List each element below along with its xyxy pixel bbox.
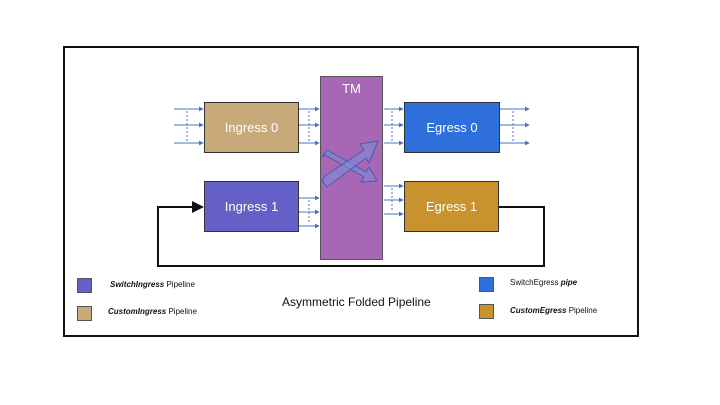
legend-switch-ingress-swatch: [77, 278, 92, 293]
egress0-output-arrows: [500, 109, 529, 143]
ingress0-to-tm-arrows: [299, 109, 319, 143]
legend-custom-ingress-swatch: [77, 306, 92, 321]
legend-switch-egress-swatch: [479, 277, 494, 292]
diagram-caption: Asymmetric Folded Pipeline: [282, 295, 431, 309]
legend-switch-egress-name: pipe: [560, 278, 578, 287]
legend-custom-ingress-text: [108, 307, 197, 316]
egress-1-label: Egress 1: [425, 199, 478, 214]
egress-0-label: Egress 0: [426, 120, 478, 135]
ingress-1-block: [204, 181, 299, 232]
legend-switch-ingress-text: [110, 280, 195, 289]
egress-0-block: [404, 102, 500, 153]
legend-custom-egress-text: [510, 306, 597, 315]
ingress-1-label: Ingress 1: [224, 199, 279, 214]
tm-to-egress1-arrows: [384, 186, 403, 214]
legend-custom-egress-name: CustomEgress: [510, 306, 567, 315]
ingress1-to-tm-arrows: [299, 198, 319, 226]
legend-custom-ingress-suffix: Pipeline: [166, 307, 197, 316]
legend-switch-egress-prefix: SwitchEgress: [510, 278, 561, 287]
legend-custom-egress-suffix: Pipeline: [566, 306, 598, 315]
legend-switch-egress-text: [510, 278, 577, 287]
legend-switch-ingress-suffix: Pipeline: [164, 280, 195, 289]
ingress-0-label: Ingress 0: [224, 120, 279, 135]
legend-custom-egress-swatch: [479, 304, 494, 319]
ingress0-input-arrows: [174, 109, 203, 143]
tm-label: TM: [342, 81, 361, 96]
traffic-manager-block: [320, 76, 383, 260]
legend-switch-ingress-name: SwitchIngress: [110, 280, 165, 289]
tm-to-egress0-arrows: [384, 109, 403, 143]
legend-custom-ingress-name: CustomIngress: [108, 307, 167, 316]
ingress-0-block: [204, 102, 299, 153]
egress-1-block: [404, 181, 499, 232]
